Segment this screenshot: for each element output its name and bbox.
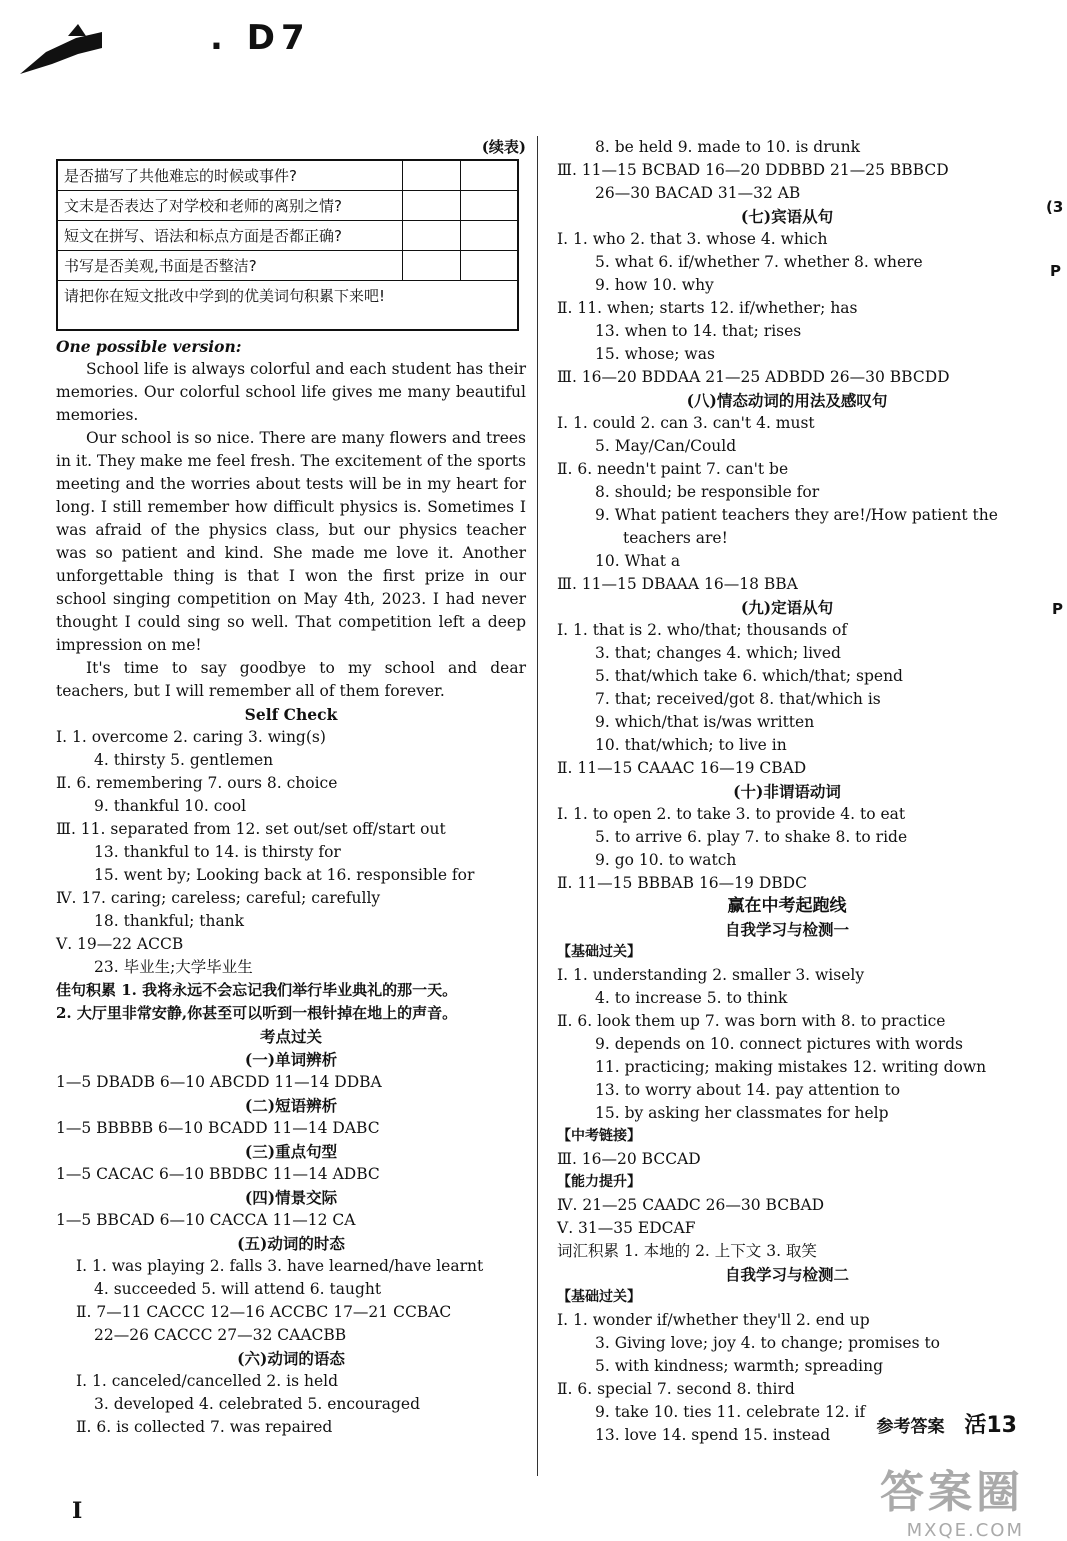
answer-line: 1—5 BBCAD 6—10 CACCA 11—12 CA — [56, 1211, 356, 1229]
column-divider — [537, 136, 538, 1476]
answer-line: 13. when to 14. that; rises — [595, 322, 802, 340]
section-title: (三)重点句型 — [244, 1142, 338, 1161]
answer-line: Ⅱ. 6. special 7. second 8. third — [557, 1380, 795, 1398]
answer-line: Ⅴ. 19—22 ACCB — [56, 935, 184, 953]
answer-line: Ⅱ. 6. needn't paint 7. can't be — [557, 460, 789, 478]
table-continued-label: (续表) — [481, 138, 526, 156]
answer-line: 23. 毕业生;大学毕业生 — [94, 958, 253, 976]
answer-line: 11. practicing; making mistakes 12. writing down — [595, 1058, 987, 1076]
answer-line: 3. developed 4. celebrated 5. encouraged — [94, 1395, 421, 1413]
footer-label: 参考答案 — [876, 1417, 945, 1437]
answer-line: 4. succeeded 5. will attend 6. taught — [94, 1280, 382, 1298]
answer-line: Ⅲ. 16—20 BCCAD — [557, 1150, 701, 1168]
answer-line: Ⅲ. 11—15 BCBAD 16—20 DDBBD 21—25 BBBCD — [557, 161, 949, 179]
answer-line: Ⅰ. 1. was playing 2. falls 3. have learned/have learnt — [76, 1257, 484, 1275]
section-tag: 【基础过关】 — [557, 944, 641, 960]
answer-line: 22—26 CACCC 27—32 CAACBB — [94, 1326, 347, 1344]
answer-line: Ⅱ. 11. when; starts 12. if/whether; has — [557, 299, 858, 317]
section-title: (七)宾语从句 — [740, 207, 834, 226]
handwritten-note: . D7 — [210, 18, 311, 58]
answer-line: 13. thankful to 14. is thirsty for — [94, 843, 341, 861]
essay-paragraph: It's time to say goodbye to my school and dear teachers, but I will remember all of them forever. — [56, 659, 526, 700]
essay-paragraph: School life is always colorful and each student has their memories. Our colorful school life gives me many beautiful memories. — [56, 360, 526, 424]
answer-line: Ⅲ. 11. separated from 12. set out/set off/start out — [56, 820, 446, 838]
section-title: (六)动词的语态 — [237, 1349, 345, 1368]
answer-line: Ⅰ. 1. could 2. can 3. can't 4. must — [557, 414, 815, 432]
answer-line: 5. May/Can/Could — [595, 437, 737, 455]
checklist-row: 是否描写了共他难忘的时候或事件? — [57, 160, 518, 191]
answer-line: 8. should; be responsible for — [595, 483, 820, 501]
answer-line: 18. thankful; thank — [94, 912, 245, 930]
answer-line: 9. which/that is/was written — [595, 713, 815, 731]
answer-line: 9. go 10. to watch — [595, 851, 737, 869]
watermark — [880, 1456, 1024, 1541]
answer-line: Ⅱ. 11—15 CAAAC 16—19 CBAD — [557, 759, 807, 777]
jiju-line: 2. 大厅里非常安静,你甚至可以听到一根针掉在地上的声音。 — [56, 1004, 458, 1022]
answer-line: 8. be held 9. made to 10. is drunk — [595, 138, 860, 156]
answer-line: Ⅰ. 1. understanding 2. smaller 3. wisely — [557, 966, 865, 984]
answer-line: 5. to arrive 6. play 7. to shake 8. to ride — [595, 828, 908, 846]
section-title: (八)情态动词的用法及感叹句 — [686, 391, 888, 410]
answer-line: 10. What a — [595, 552, 681, 570]
answer-line: 9. depends on 10. connect pictures with words — [595, 1035, 963, 1053]
answer-line: Ⅰ. 1. canceled/cancelled 2. is held — [76, 1372, 339, 1390]
answer-line: Ⅰ. 1. overcome 2. caring 3. wing(s) — [56, 728, 326, 746]
answer-line: 3. Giving love; joy 4. to change; promises to — [595, 1334, 941, 1352]
answer-line: 5. with kindness; warmth; spreading — [595, 1357, 884, 1375]
section-title: 自我学习与检测一 — [724, 920, 849, 939]
section-title: 自我学习与检测二 — [724, 1265, 849, 1284]
margin-edge-text: P — [1050, 262, 1061, 280]
answer-line: 15. by asking her classmates for help — [595, 1104, 889, 1122]
answer-line: 26—30 BACAD 31—32 AB — [595, 184, 801, 202]
answer-line: Ⅱ. 7—11 CACCC 12—16 ACCBC 17—21 CCBAC — [76, 1303, 452, 1321]
checklist-row: 书写是否美观,书面是否整洁? — [57, 251, 518, 281]
section-title: (四)情景交际 — [244, 1188, 338, 1207]
answer-line: 1—5 DBADB 6—10 ABCDD 11—14 DDBA — [56, 1073, 382, 1091]
answer-line: 9. thankful 10. cool — [94, 797, 247, 815]
answer-line: Ⅳ. 21—25 CAADC 26—30 BCBAD — [557, 1196, 825, 1214]
answer-line: Ⅱ. 6. remembering 7. ours 8. choice — [56, 774, 338, 792]
answer-line: 13. to worry about 14. pay attention to — [595, 1081, 901, 1099]
answer-line: 9. how 10. why — [595, 276, 714, 294]
section-tag: 【能力提升】 — [557, 1174, 641, 1190]
answer-line: 9. What patient teachers they are!/How patient the — [595, 506, 998, 524]
left-column — [56, 136, 526, 1439]
section-title: (一)单词辨析 — [244, 1050, 338, 1069]
section-title: 考点过关 — [259, 1027, 322, 1046]
answer-line: 15. whose; was — [595, 345, 715, 363]
answer-line: 1—5 BBBBB 6—10 BCADD 11—14 DABC — [56, 1119, 380, 1137]
page-footer — [876, 1408, 1017, 1439]
answer-line: 词汇积累 1. 本地的 2. 上下文 3. 取笑 — [557, 1242, 817, 1260]
margin-edge-text: (3 — [1046, 198, 1064, 216]
answer-line: Ⅰ. 1. to open 2. to take 3. to provide 4. to eat — [557, 805, 906, 823]
section-title: (二)短语辨析 — [244, 1096, 338, 1115]
answer-line: 4. thirsty 5. gentlemen — [94, 751, 274, 769]
section-title: 赢在中考起跑线 — [727, 896, 847, 916]
section-title: (九)定语从句 — [740, 598, 834, 617]
bottom-mark: I — [72, 1498, 83, 1524]
essay-paragraph: Our school is so nice. There are many flowers and trees in it. They make me feel fresh. The excitement of the sports meeting and the worries about tests will be in my heart for long. I still remember how difficult physics is. Sometimes I was afraid of the physics class, but our physics teacher was so patient and kind. She made me love it. Another unforgettable thing is that I won the first prize in our school singing competition on May 4th, 2023. I had never thought I could sing so well. That competition left a deep impression on me! — [56, 429, 526, 654]
checklist-row: 请把你在短文批改中学到的优美词句积累下来吧! — [57, 281, 518, 331]
checklist-table — [56, 159, 519, 331]
answer-line: Ⅴ. 31—35 EDCAF — [557, 1219, 696, 1237]
answer-line: Ⅰ. 1. wonder if/whether they'll 2. end up — [557, 1311, 870, 1329]
watermark-url: MXQE.COM — [906, 1520, 1024, 1541]
version-label: One possible version: — [56, 337, 242, 356]
page-number: 活13 — [964, 1413, 1017, 1438]
jiju-line: 佳句积累 1. 我将永远不会忘记我们举行毕业典礼的那一天。 — [56, 981, 458, 999]
answer-line: Ⅱ. 11—15 BBBAB 16—19 DBDC — [557, 874, 807, 892]
answer-line: Ⅰ. 1. that is 2. who/that; thousands of — [557, 621, 848, 639]
checklist-row: 文末是否表达了对学校和老师的离别之情? — [57, 191, 518, 221]
answer-line: 5. that/which take 6. which/that; spend — [595, 667, 903, 685]
answer-line: 13. love 14. spend 15. instead — [595, 1426, 831, 1444]
answer-line: Ⅳ. 17. caring; careless; careful; carefully — [56, 889, 381, 907]
section-tag: 【基础过关】 — [557, 1289, 641, 1305]
answer-line: Ⅱ. 6. is collected 7. was repaired — [76, 1418, 333, 1436]
answer-line: 3. that; changes 4. which; lived — [595, 644, 841, 662]
section-tag: 【中考链接】 — [557, 1128, 641, 1144]
answer-line: Ⅲ. 16—20 BDDAA 21—25 ADBDD 26—30 BBCDD — [557, 368, 950, 386]
corner-scribble — [16, 18, 106, 82]
answer-line: 1—5 CACAC 6—10 BBDBC 11—14 ADBC — [56, 1165, 380, 1183]
answer-line: Ⅲ. 11—15 DBAAA 16—18 BBA — [557, 575, 798, 593]
answer-line: teachers are! — [623, 529, 728, 547]
self-check-title: Self Check — [244, 705, 338, 724]
answer-line: 10. that/which; to live in — [595, 736, 787, 754]
checklist-row: 短文在拼写、语法和标点方面是否都正确? — [57, 221, 518, 251]
answer-line: Ⅰ. 1. who 2. that 3. whose 4. which — [557, 230, 828, 248]
section-title: (五)动词的时态 — [237, 1234, 345, 1253]
answer-line: 7. that; received/got 8. that/which is — [595, 690, 881, 708]
section-title: (十)非谓语动词 — [733, 782, 841, 801]
answer-line: 9. take 10. ties 11. celebrate 12. if — [595, 1403, 866, 1421]
right-column — [557, 136, 1017, 1447]
watermark-logo-text: 答案圈 — [880, 1467, 1024, 1518]
margin-edge-text: P — [1052, 600, 1063, 618]
answer-line: 4. to increase 5. to think — [595, 989, 788, 1007]
answer-line: 15. went by; Looking back at 16. responsible for — [94, 866, 475, 884]
answer-line: Ⅱ. 6. look them up 7. was born with 8. to practice — [557, 1012, 946, 1030]
answer-line: 5. what 6. if/whether 7. whether 8. where — [595, 253, 923, 271]
